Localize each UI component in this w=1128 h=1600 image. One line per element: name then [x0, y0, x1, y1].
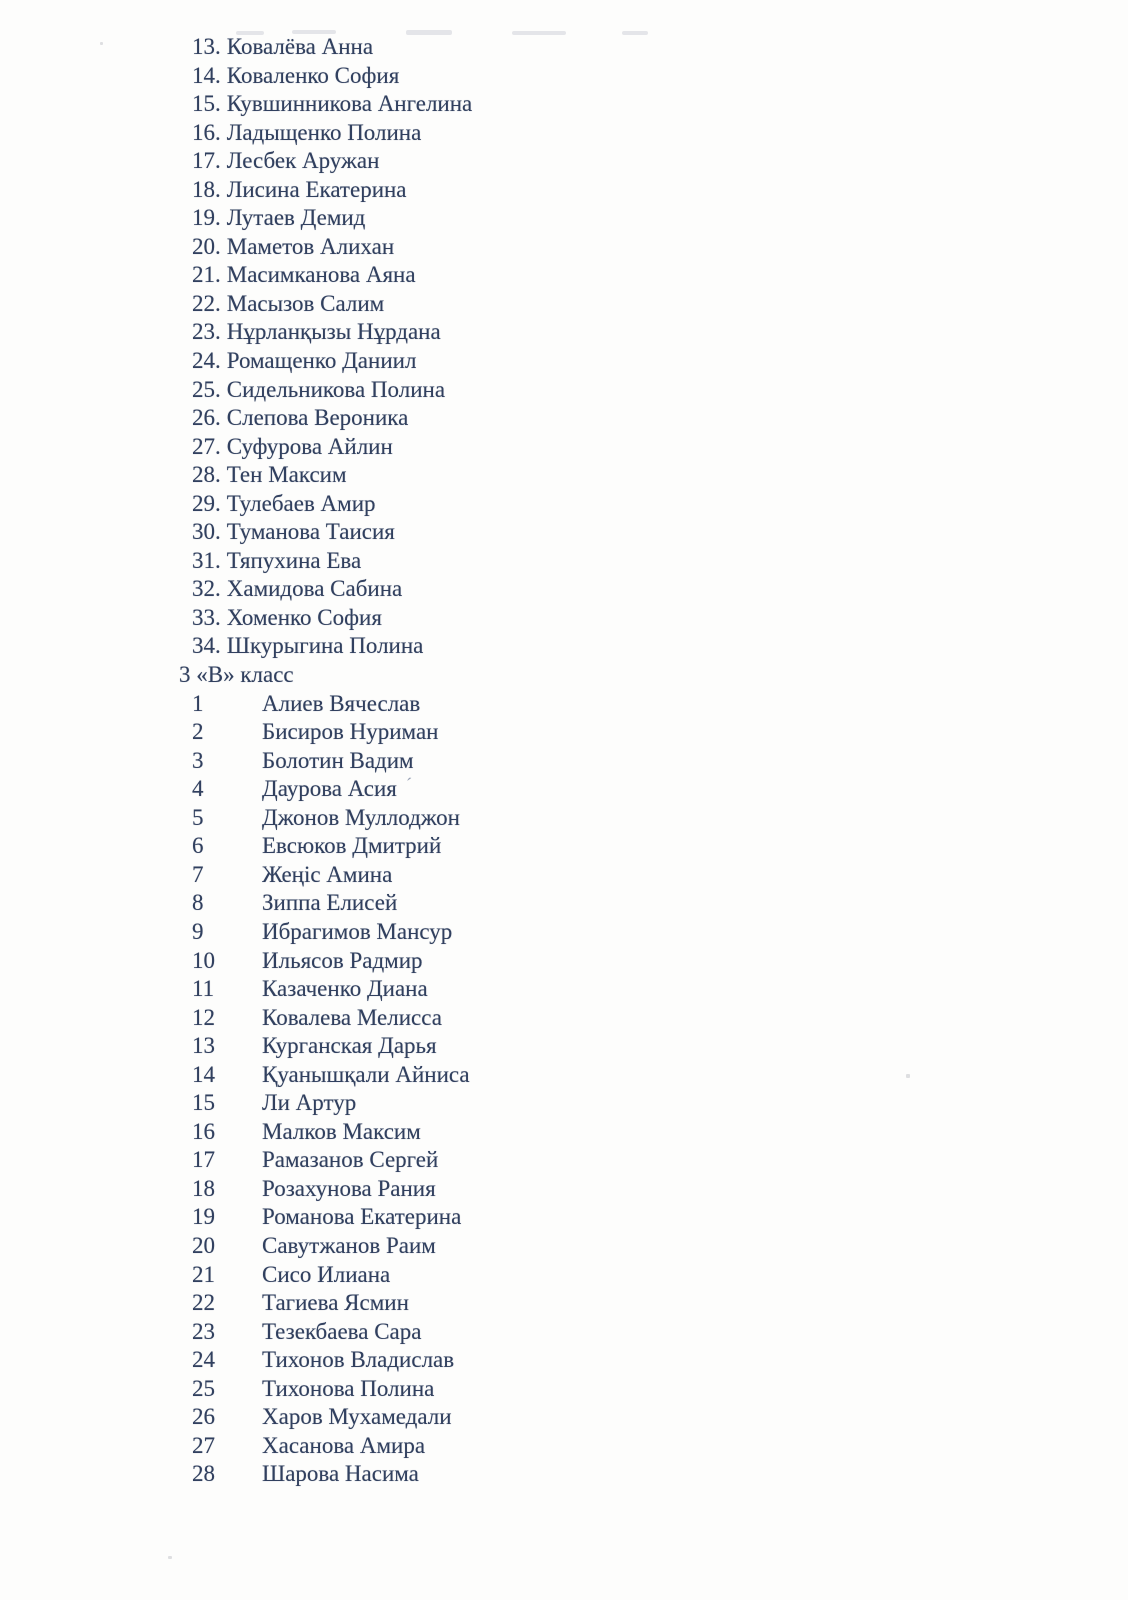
- row-number: 3: [192, 747, 204, 773]
- row-number: 14: [192, 1061, 215, 1087]
- roster-row: [192, 376, 472, 405]
- row-number: 16: [192, 1118, 215, 1144]
- roster-row: [192, 632, 472, 661]
- roster-row: [192, 433, 472, 462]
- scan-cutoff-text-remnant: [512, 31, 566, 35]
- student-name: Шкурыгина Полина: [226, 633, 424, 659]
- roster-row: [192, 1146, 472, 1175]
- row-number: 6: [192, 833, 204, 859]
- row-number: 11: [192, 976, 215, 1002]
- roster-row: [192, 62, 472, 91]
- student-name: Алиев Вячеслав: [262, 690, 421, 716]
- roster-row: [192, 690, 472, 719]
- roster-row: [192, 1318, 472, 1347]
- roster-row: [192, 318, 472, 347]
- roster-row: [192, 290, 472, 319]
- student-name: Ковалёва Анна: [226, 34, 374, 59]
- student-name: Харов Мухамедали: [262, 1404, 452, 1430]
- student-name: Болотин Вадим: [262, 747, 414, 773]
- student-name: Жеңіс Амина: [262, 861, 393, 887]
- row-number: 24: [192, 1347, 215, 1373]
- student-name: Қуанышқали Айниса: [262, 1061, 470, 1087]
- student-name: Ковалева Мелисса: [262, 1004, 442, 1030]
- roster-row: [192, 775, 472, 804]
- roster-row: [192, 518, 472, 547]
- row-number: 23: [192, 1318, 215, 1344]
- student-name: Бисиров Нуриман: [262, 719, 439, 745]
- row-number: 18.: [192, 176, 221, 202]
- row-number: 15.: [192, 91, 221, 117]
- scan-speck: [168, 1556, 172, 1559]
- row-number: 7: [192, 861, 204, 887]
- row-number: 22.: [192, 290, 221, 316]
- student-name: Лутаев Демид: [226, 205, 366, 231]
- row-number: 26: [192, 1404, 215, 1430]
- row-number: 31.: [192, 547, 221, 573]
- roster-row: [192, 1203, 472, 1232]
- roster-row: [192, 832, 472, 861]
- roster-row: [192, 1032, 472, 1061]
- roster-row: [192, 261, 472, 290]
- row-number: 21.: [192, 262, 221, 288]
- roster-row: [192, 889, 472, 918]
- student-name: Коваленко София: [226, 62, 400, 88]
- roster-row: [192, 347, 472, 376]
- roster-row: [192, 1175, 472, 1204]
- student-name: Хоменко София: [226, 604, 382, 630]
- row-number: 19.: [192, 205, 221, 231]
- row-number: 12: [192, 1004, 215, 1030]
- row-number: 17.: [192, 148, 221, 174]
- row-number: 1: [192, 690, 204, 716]
- student-name: Сисо Илиана: [262, 1261, 391, 1287]
- row-number: 20: [192, 1232, 215, 1258]
- row-number: 20.: [192, 233, 221, 259]
- student-name: Нұрланқызы Нұрдана: [226, 319, 441, 345]
- roster-row: [192, 1118, 472, 1147]
- row-number: 2: [192, 719, 204, 745]
- roster-row: [192, 861, 472, 890]
- student-name: Ибрагимов Мансур: [262, 918, 453, 944]
- roster-row: [192, 975, 472, 1004]
- row-number: 4: [192, 776, 204, 802]
- roster-row: [192, 604, 472, 633]
- roster-row: [192, 1346, 472, 1375]
- roster-row: [192, 918, 472, 947]
- roster-row: [192, 718, 472, 747]
- roster-section-a: [192, 33, 472, 661]
- student-name: Лесбек Аружан: [226, 148, 380, 174]
- row-number: 13: [192, 1033, 215, 1059]
- roster-row: [192, 1460, 472, 1489]
- student-name: Тяпухина Ева: [226, 547, 362, 573]
- roster-row: [192, 1089, 472, 1118]
- row-number: 16.: [192, 119, 221, 145]
- student-name: Даурова Асия: [262, 776, 397, 802]
- row-number: 17: [192, 1147, 215, 1173]
- student-name: Тагиева Ясмин: [262, 1290, 409, 1316]
- roster-row: [192, 119, 472, 148]
- row-number: 13.: [192, 34, 221, 59]
- row-number: 27: [192, 1432, 215, 1458]
- row-number: 19: [192, 1204, 215, 1230]
- student-name: Розахунова Рания: [262, 1175, 436, 1201]
- student-name: Хасанова Амира: [262, 1432, 426, 1458]
- row-number: 18: [192, 1175, 215, 1201]
- row-number: 32.: [192, 576, 221, 602]
- scan-speck: [100, 42, 103, 45]
- student-name: Сидельникова Полина: [226, 376, 446, 402]
- roster-row: [192, 575, 472, 604]
- row-number: 26.: [192, 405, 221, 431]
- scan-speck: [906, 1074, 910, 1078]
- roster-row: [192, 461, 472, 490]
- student-name: Евсюков Дмитрий: [262, 833, 442, 859]
- row-number: 30.: [192, 519, 221, 545]
- class-header: 3 «В» класс: [179, 662, 294, 688]
- roster-row: [192, 547, 472, 576]
- roster-row: [192, 90, 472, 119]
- student-name: Романова Екатерина: [262, 1204, 462, 1230]
- student-name: Ромащенко Даниил: [226, 348, 417, 374]
- roster-row: [192, 947, 472, 976]
- student-name: Туманова Таисия: [226, 519, 395, 545]
- roster-row: [192, 1261, 472, 1290]
- row-number: 10: [192, 947, 215, 973]
- student-name: Малков Максим: [262, 1118, 421, 1144]
- row-number: 27.: [192, 433, 221, 459]
- student-name: Маметов Алихан: [226, 233, 395, 259]
- student-name: Ли Артур: [262, 1090, 357, 1116]
- roster-row: [192, 1375, 472, 1404]
- row-number: 24.: [192, 348, 221, 374]
- student-name: Курганская Дарья: [262, 1033, 437, 1059]
- student-name: Слепова Вероника: [226, 405, 409, 431]
- student-name: Савутжанов Раим: [262, 1232, 436, 1258]
- student-name: Тулебаев Амир: [226, 490, 376, 516]
- row-number: 15: [192, 1090, 215, 1116]
- roster-row: [192, 1289, 472, 1318]
- student-name: Масимканова Аяна: [226, 262, 416, 288]
- roster-section-b: [192, 690, 472, 1489]
- row-number: 14.: [192, 62, 221, 88]
- row-number: 23.: [192, 319, 221, 345]
- pencil-tick-mark: ˊ: [405, 775, 413, 797]
- roster-row: [192, 147, 472, 176]
- row-number: 8: [192, 890, 204, 916]
- student-name: Тихонов Владислав: [262, 1347, 455, 1373]
- roster-row: [192, 204, 472, 233]
- roster-row: [192, 176, 472, 205]
- student-name: Казаченко Диана: [262, 976, 428, 1002]
- student-name: Рамазанов Сергей: [262, 1147, 439, 1173]
- roster-row: [192, 1004, 472, 1033]
- roster-row: [192, 233, 472, 262]
- student-name: Ладыщенко Полина: [226, 119, 422, 145]
- row-number: 28: [192, 1461, 215, 1487]
- row-number: 22: [192, 1290, 215, 1316]
- student-name: Джонов Муллоджон: [262, 804, 460, 830]
- student-name: Ильясов Радмир: [262, 947, 423, 973]
- row-number: 33.: [192, 604, 221, 630]
- student-name: Тен Максим: [226, 462, 347, 488]
- student-name: Суфурова Айлин: [226, 433, 393, 459]
- row-number: 28.: [192, 462, 221, 488]
- student-name: Лисина Екатерина: [226, 176, 407, 202]
- roster-row: [192, 1232, 472, 1261]
- student-name: Хамидова Сабина: [226, 576, 403, 602]
- roster-row: [192, 1061, 472, 1090]
- roster-row: [192, 490, 472, 519]
- roster-row: [192, 404, 472, 433]
- row-number: 34.: [192, 633, 221, 659]
- row-number: 5: [192, 804, 204, 830]
- student-name: Тихонова Полина: [262, 1375, 435, 1401]
- roster-row: [192, 747, 472, 776]
- roster-row: [192, 1432, 472, 1461]
- student-name: Тезекбаева Сара: [262, 1318, 422, 1344]
- row-number: 9: [192, 918, 204, 944]
- roster-row: [192, 1403, 472, 1432]
- row-number: 29.: [192, 490, 221, 516]
- row-number: 21: [192, 1261, 215, 1287]
- scan-cutoff-text-remnant: [622, 31, 648, 35]
- student-name: Кувшинникова Ангелина: [226, 91, 473, 117]
- student-name: Шарова Насима: [262, 1461, 419, 1487]
- roster-row: [192, 804, 472, 833]
- roster-row: [192, 33, 472, 62]
- row-number: 25.: [192, 376, 221, 402]
- student-name: Зиппа Елисей: [262, 890, 398, 916]
- student-name: Масызов Салим: [226, 290, 385, 316]
- class-roster: [179, 33, 473, 1489]
- row-number: 25: [192, 1375, 215, 1401]
